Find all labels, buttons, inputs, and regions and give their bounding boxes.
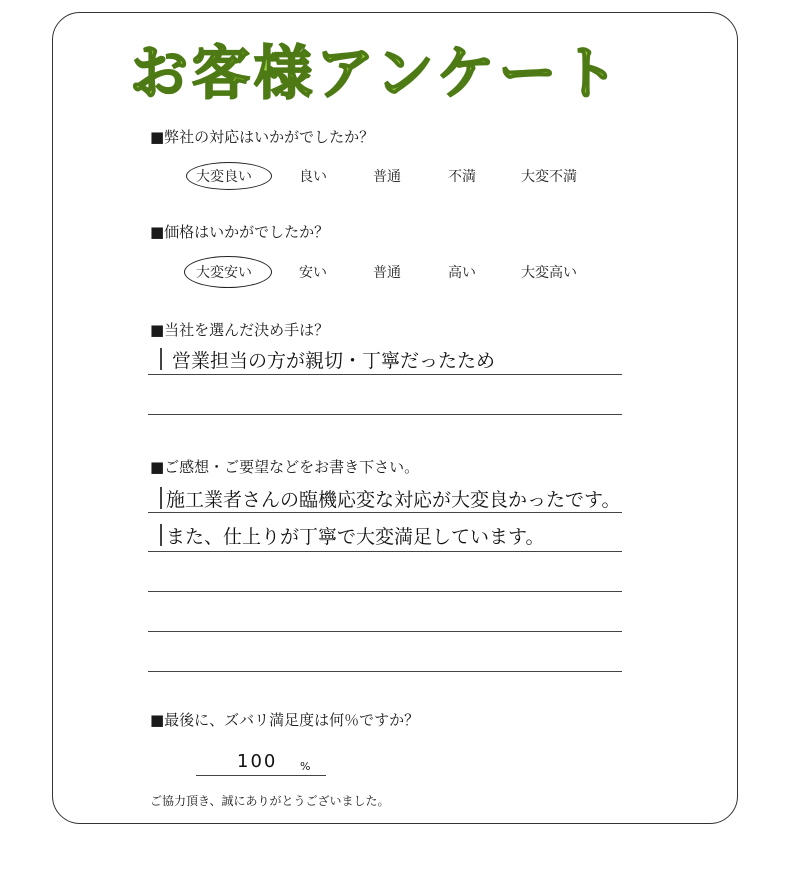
option-service-unsatisfied[interactable]: 不満 [448, 169, 476, 185]
answer-line [148, 551, 622, 552]
option-price-expensive[interactable]: 高い [448, 265, 476, 281]
margin-mark [160, 524, 162, 546]
question-feedback: ■ご感想・ご要望などをお書き下さい。 [150, 458, 420, 476]
answer-line [148, 414, 622, 415]
option-price-normal[interactable]: 普通 [373, 265, 401, 281]
option-service-good[interactable]: 良い [299, 169, 327, 185]
question-price: ■価格はいかがでしたか？ [150, 223, 330, 241]
answer-decision[interactable]: 営業担当の方が親切・丁寧だったため [172, 350, 496, 372]
margin-mark [160, 487, 162, 509]
thanks-footer: ご協力頂き、誠にありがとうございました。 [150, 794, 390, 808]
option-service-very-good[interactable]: 大変良い [196, 169, 252, 185]
option-service-normal[interactable]: 普通 [373, 169, 401, 185]
answer-line [148, 671, 622, 672]
satisfaction-line [196, 775, 326, 776]
option-price-cheap[interactable]: 安い [299, 265, 327, 281]
option-price-very-cheap[interactable]: 大変安い [196, 265, 252, 281]
option-price-very-expensive[interactable]: 大変高い [521, 265, 577, 281]
survey-title: お客様アンケート [130, 39, 623, 107]
question-satisfaction: ■最後に、ズバリ満足度は何％ですか？ [150, 711, 420, 729]
margin-mark [160, 348, 162, 370]
answer-feedback-line-2[interactable]: また、仕上りが丁寧で大変満足しています。 [166, 526, 545, 548]
question-service: ■弊社の対応はいかがでしたか？ [150, 128, 375, 146]
question-decision: ■当社を選んだ決め手は？ [150, 321, 330, 339]
answer-satisfaction[interactable]: 100 [237, 751, 278, 772]
answer-feedback-line-1[interactable]: 施工業者さんの臨機応変な対応が大変良かったです。 [166, 489, 621, 511]
answer-line [148, 631, 622, 632]
answer-line [148, 512, 622, 513]
answer-line [148, 374, 622, 375]
option-service-very-unsatisfied[interactable]: 大変不満 [521, 169, 577, 185]
percent-unit: % [300, 760, 311, 773]
answer-line [148, 591, 622, 592]
